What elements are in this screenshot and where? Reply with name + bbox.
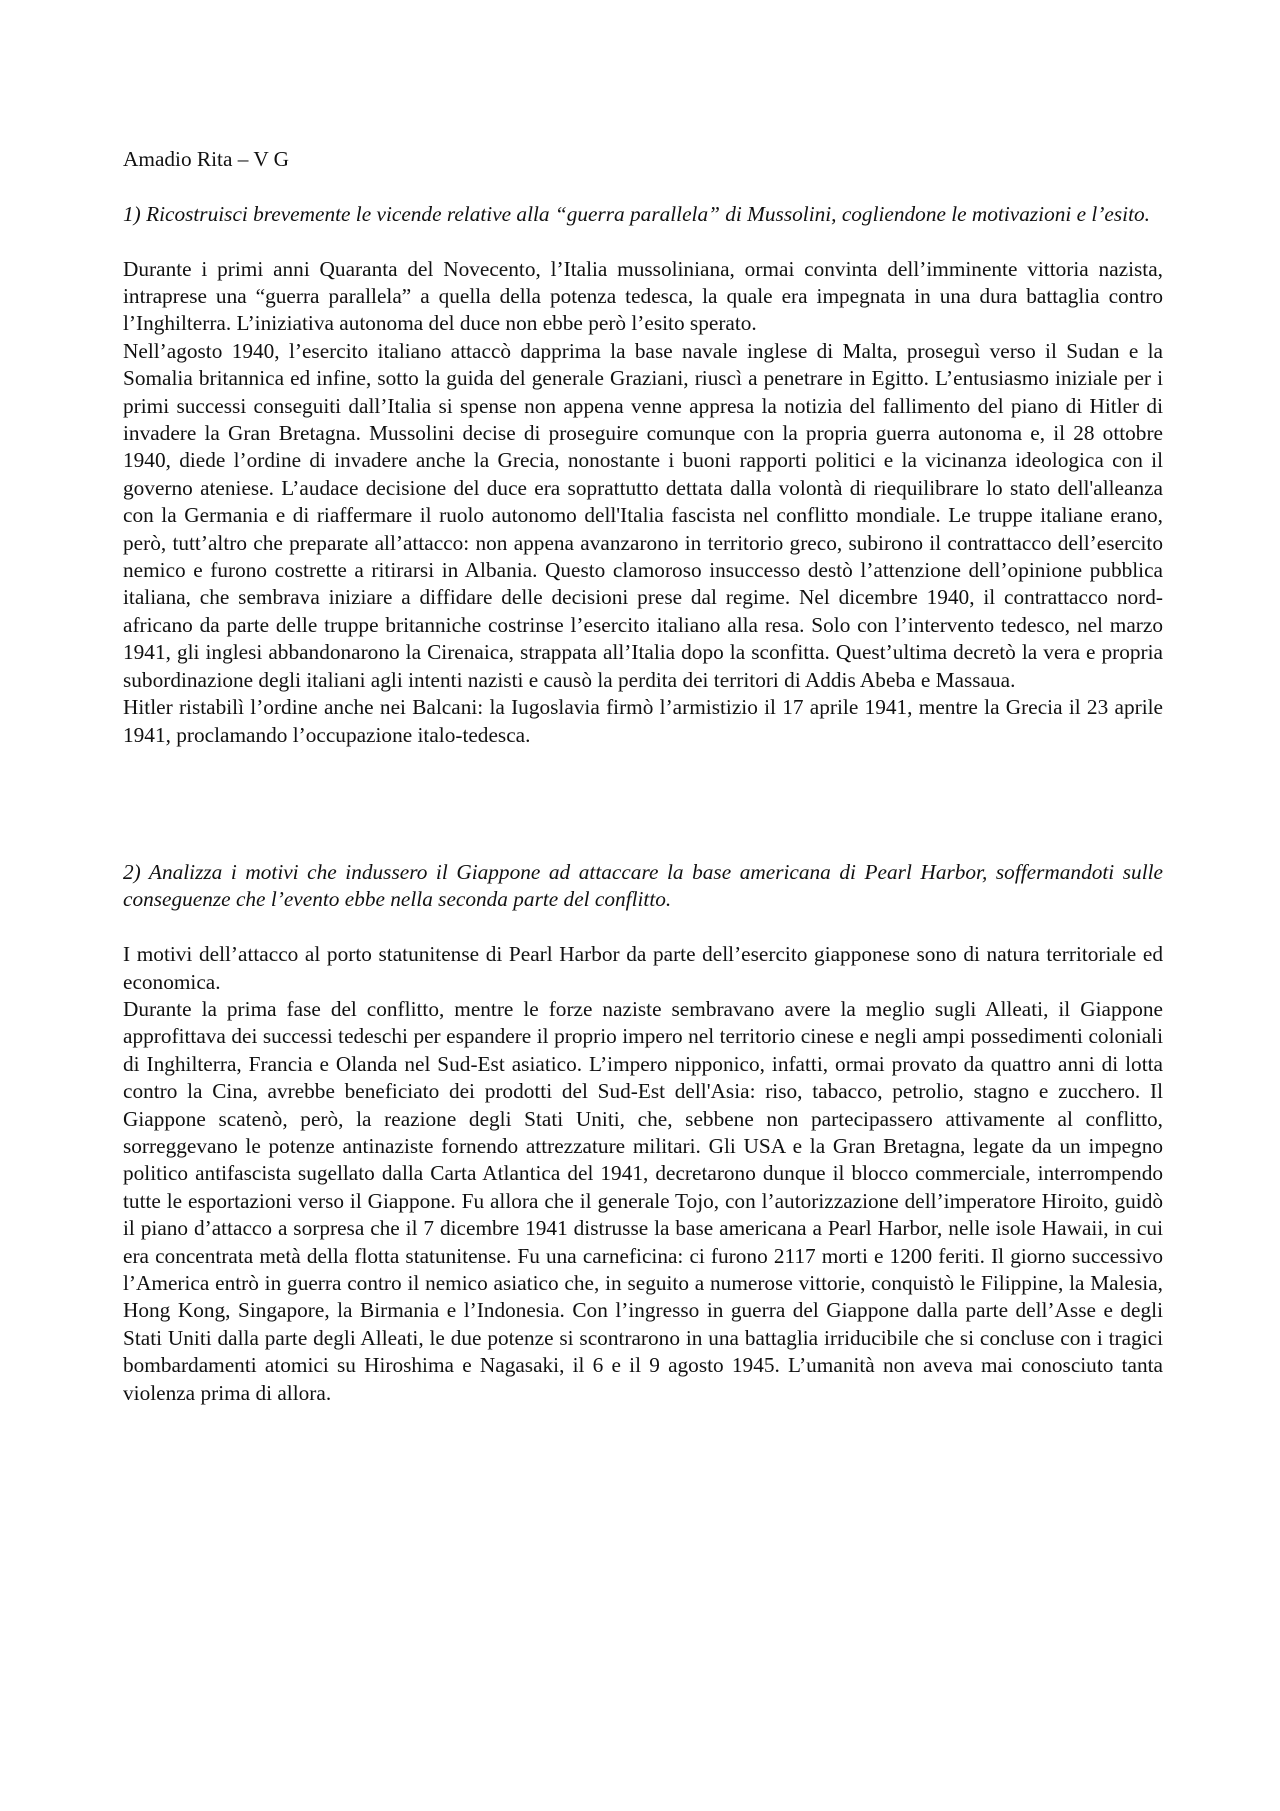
section-2 [123,859,1163,1407]
question-1: 1) Ricostruisci brevemente le vicende relative alla “guerra parallela” di Mussolini, cogliendone le motivazioni e l’esito. [123,201,1150,226]
section-gap [123,749,1163,859]
section-1-paragraph-3: Hitler ristabilì l’ordine anche nei Balcani: la Iugoslavia firmò l’armistizio il 17 aprile 1941, mentre la Grecia il 23 aprile 1941, proclamando l’occupazione italo-tedesca. [123,695,1163,747]
section-2-paragraph-1: I motivi dell’attacco al porto statunitense di Pearl Harbor da parte dell’esercito giapponese sono di natura territoriale ed economica. [123,942,1163,994]
section-1 [123,201,1163,749]
question-2: 2) Analizza i motivi che indussero il Giappone ad attaccare la base americana di Pearl Harbor, soffermandoti sulle conseguenze che l’evento ebbe nella seconda parte del conflitto. [123,859,1163,912]
section-1-paragraph-1: Durante i primi anni Quaranta del Novecento, l’Italia mussoliniana, ormai convinta dell’imminente vittoria nazista, intraprese una “guerra parallela” a quella della potenza tedesca, la quale era impegnata in una dura battaglia contro l’Inghilterra. L’iniziativa autonoma del duce non ebbe però l’esito sperato. [123,256,1163,336]
section-2-paragraph-2: Durante la prima fase del conflitto, mentre le forze naziste sembravano avere la meglio sugli Alleati, il Giappone approfittava dei successi tedeschi per espandere il proprio impero nel territorio cinese e negli ampi possedimenti coloniali di Inghilterra, Francia e Olanda nel Sud-Est asiatico. L’impero nipponico, infatti, ormai provato da quattro anni di lotta contro la Cina, avrebbe beneficiato dei prodotti del Sud-Est dell'Asia: riso, tabacco, petrolio, stagno e zucchero. Il Giappone scatenò, però, la reazione degli Stati Uniti, che, sebbene non partecipassero attivamente al conflitto, sorreggevano le potenze antinaziste fornendo attrezzature militari. Gli USA e la Gran Bretagna, legate da un impegno politico antifascista sugellato dalla Carta Atlantica del 1941, decretarono dunque il blocco commerciale, interrompendo tutte le esportazioni verso il Giappone. Fu allora che il generale Tojo, con l’autorizzazione dell’imperatore Hiroito, guidò il piano d’attacco a sorpresa che il 7 dicembre 1941 distrusse la base americana a Pearl Harbor, nelle isole Hawaii, in cui era concentrata metà della flotta statunitense. Fu una carneficina: ci furono 2117 morti e 1200 feriti. Il giorno successivo l’America entrò in guerra contro il nemico asiatico che, in seguito a numerose vittorie, conquistò le Filippine, la Malesia, Hong Kong, Singapore, la Birmania e l’Indonesia. Con l’ingresso in guerra del Giappone dalla parte dell’Asse e degli Stati Uniti dalla parte degli Alleati, le due potenze si scontrarono in una battaglia irriducibile che si concluse con i tragici bombardamenti atomici su Hiroshima e Nagasaki, il 6 e il 9 agosto 1945. L’umanità non aveva mai conosciuto tanta violenza prima di allora. [123,996,1163,1405]
section-1-paragraph-2: Nell’agosto 1940, l’esercito italiano attaccò dapprima la base navale inglese di Malta, proseguì verso il Sudan e la Somalia britannica ed infine, sotto la guida del generale Graziani, riuscì a penetrare in Egitto. L’entusiasmo iniziale per i primi successi conseguiti dall’Italia si spense non appena venne appresa la notizia del fallimento del piano di Hitler di invadere la Gran Bretagna. Mussolini decise di proseguire comunque con la propria guerra autonoma e, il 28 ottobre 1940, diede l’ordine di invadere anche la Grecia, nonostante i buoni rapporti politici e la vicinanza ideologica con il governo ateniese. L’audace decisione del duce era soprattutto dettata dalla volontà di riequilibrare lo stato dell'alleanza con la Germania e di riaffermare il ruolo autonomo dell'Italia fascista nel conflitto mondiale. Le truppe italiane erano, però, tutt’altro che preparate all’attacco: non appena avanzarono in territorio greco, subirono il contrattacco dell’esercito nemico e furono costrette a ritirarsi in Albania. Questo clamoroso insuccesso destò l’attenzione dell’opinione pubblica italiana, che sembrava iniziare a diffidare delle decisioni prese dal regime. Nel dicembre 1940, il contrattacco nord-africano da parte delle truppe britanniche costrinse l’esercito italiano alla resa. Solo con l’intervento tedesco, nel marzo 1941, gli inglesi abbandonarono la Cirenaica, strappata all’Italia dopo la sconfitta. Quest’ultima decretò la vera e propria subordinazione degli italiani agli intenti nazisti e causò la perdita dei territori di Addis Abeba e Massaua. [123,338,1163,692]
document-body [123,146,1163,1407]
author-line: Amadio Rita – V G [123,147,290,171]
